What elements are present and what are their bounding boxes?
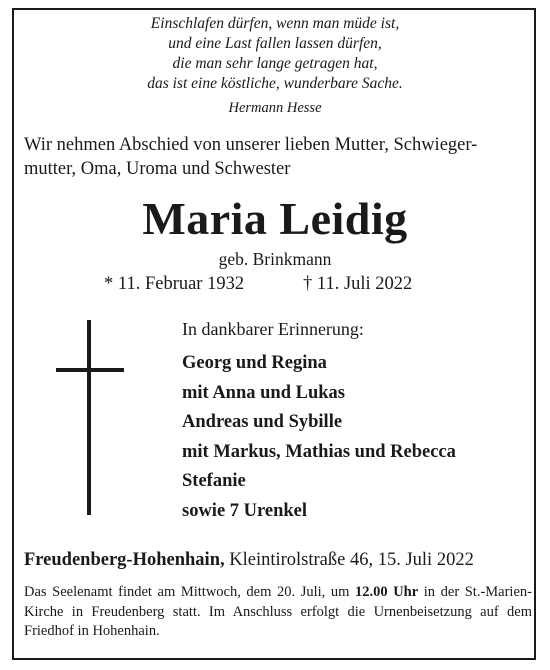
address-place: Freudenberg-Hohenhain,: [24, 550, 225, 570]
deceased-name: Maria Leidig: [142, 193, 408, 244]
mourner-line: sowie 7 Urenkel: [182, 500, 308, 521]
poem-line: das ist eine köstliche, wunderbare Sache.: [147, 75, 403, 92]
notice-time: 12.00 Uhr: [354, 584, 419, 600]
service-notice: [24, 583, 532, 642]
mourner-line: Stefanie: [182, 471, 246, 491]
address-line: [24, 550, 474, 571]
maiden-name: geb. Brinkmann: [218, 249, 332, 269]
cross-icon-bar: [56, 368, 124, 372]
birth-date: * 11. Februar 1932: [104, 274, 245, 294]
intro-text: [24, 133, 532, 181]
poem-author: Hermann Hesse: [228, 100, 322, 116]
death-date: † 11. Juli 2022: [303, 274, 413, 294]
mourner-line: mit Markus, Mathias und Rebecca: [182, 441, 456, 462]
address-rest: Kleintirolstraße 46, 15. Juli 2022: [224, 550, 474, 570]
mourner-line: Georg und Regina: [182, 353, 327, 373]
mourner-line: mit Anna und Lukas: [182, 382, 345, 403]
poem-line: die man sehr lange getragen hat,: [172, 55, 378, 72]
notice-part2: in der St.-Marien-Kirche in Freudenberg statt. Im Anschluss erfolgt die Urnenbeisetzung auf dem Friedhof in Hohenhain.: [24, 584, 532, 639]
intro-line: Wir nehmen Abschied von unserer lieben Mutter, Schwieger-: [24, 135, 478, 155]
mourners-heading: In dankbarer Erinnerung:: [182, 319, 364, 339]
mourners-list: [182, 349, 456, 526]
poem-line: und eine Last fallen lassen dürfen,: [168, 35, 382, 52]
mourner-line: Andreas und Sybille: [182, 412, 343, 432]
intro-line: mutter, Oma, Uroma und Schwester: [24, 159, 291, 179]
poem: [0, 14, 550, 118]
poem-line: Einschlafen dürfen, wenn man müde ist,: [150, 15, 400, 32]
cross-icon: [87, 320, 91, 515]
notice-part1: Das Seelenamt findet am Mittwoch, dem 20. Juli, um: [24, 584, 355, 600]
